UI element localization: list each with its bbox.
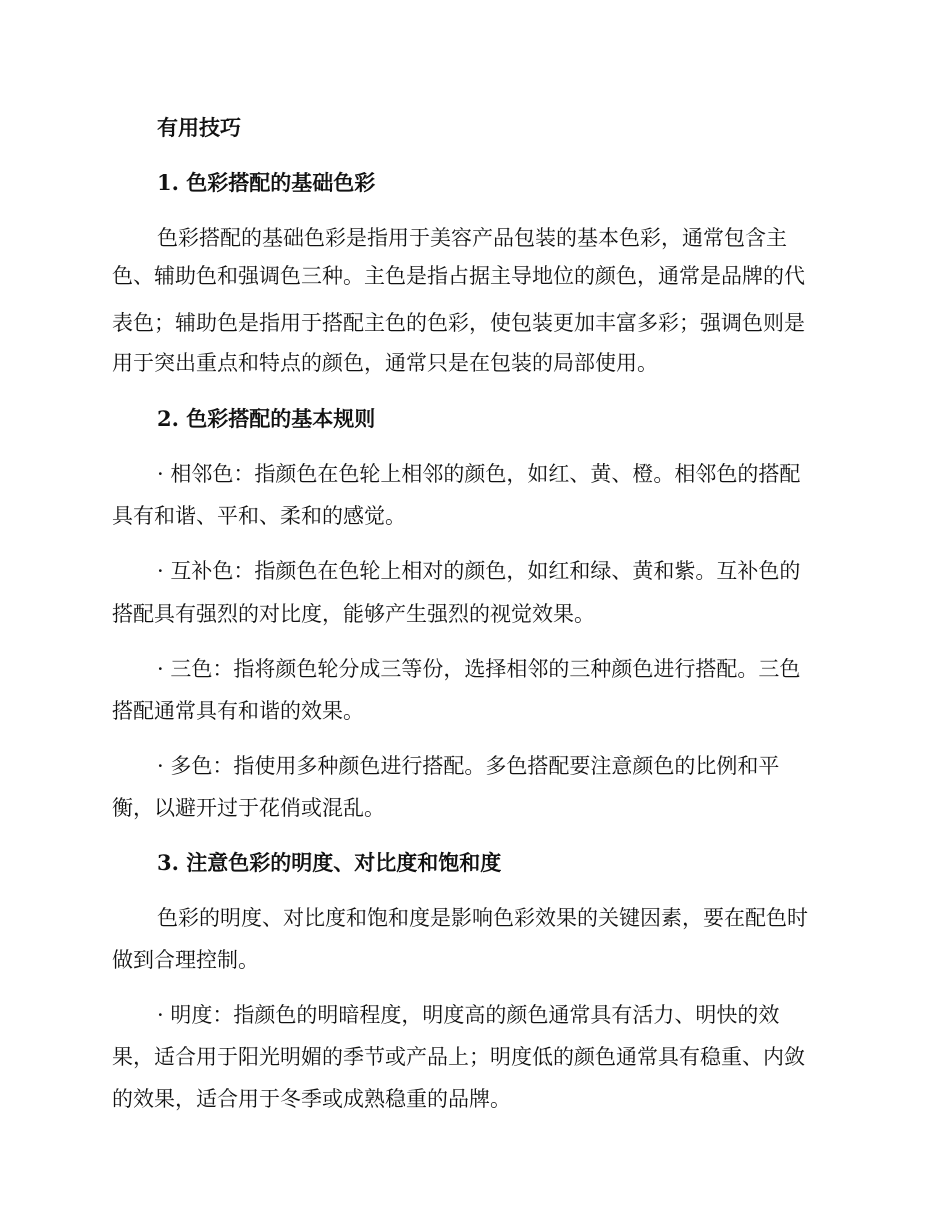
bullet-line: 衡，以避开过于花俏或混乱。 xyxy=(112,796,385,820)
bullet-line: · 互补色：指颜色在色轮上相对的颜色，如红和绿、黄和紫。互补色的 xyxy=(157,559,801,583)
bullet-line: 搭配通常具有和谐的效果。 xyxy=(112,699,364,723)
section-heading: 3. 注意色彩的明度、对比度和饱和度 xyxy=(157,850,502,875)
paragraph-line: 用于突出重点和特点的颜色，通常只是在包装的局部使用。 xyxy=(112,351,658,375)
paragraph-line: 做到合理控制。 xyxy=(112,948,259,972)
bullet-line: 的效果，适合用于冬季或成熟稳重的品牌。 xyxy=(112,1087,511,1111)
bullet-line: 果，适合用于阳光明媚的季节或产品上；明度低的颜色通常具有稳重、内敛 xyxy=(112,1045,805,1069)
bullet-line: · 多色：指使用多种颜色进行搭配。多色搭配要注意颜色的比例和平 xyxy=(157,754,780,778)
bullet-line: 具有和谐、平和、柔和的感觉。 xyxy=(112,504,406,528)
paragraph-line: 色、辅助色和强调色三种。主色是指占据主导地位的颜色，通常是品牌的代 xyxy=(112,264,805,288)
bullet-line: · 明度：指颜色的明暗程度，明度高的颜色通常具有活力、明快的效 xyxy=(157,1003,780,1027)
section-heading: 1. 色彩搭配的基础色彩 xyxy=(157,170,376,195)
paragraph-line: 表色；辅助色是指用于搭配主色的色彩，使包装更加丰富多彩；强调色则是 xyxy=(112,311,805,335)
bullet-line: 搭配具有强烈的对比度，能够产生强烈的视觉效果。 xyxy=(112,602,595,626)
bullet-line: · 三色：指将颜色轮分成三等份，选择相邻的三种颜色进行搭配。三色 xyxy=(157,657,801,681)
bullet-line: · 相邻色：指颜色在色轮上相邻的颜色，如红、黄、橙。相邻色的搭配 xyxy=(157,462,801,486)
paragraph-line: 色彩的明度、对比度和饱和度是影响色彩效果的关键因素，要在配色时 xyxy=(157,906,808,930)
section-heading: 2. 色彩搭配的基本规则 xyxy=(157,406,376,431)
paragraph-line: 色彩搭配的基础色彩是指用于美容产品包装的基本色彩，通常包含主 xyxy=(157,226,787,250)
document-title: 有用技巧 xyxy=(157,115,241,140)
